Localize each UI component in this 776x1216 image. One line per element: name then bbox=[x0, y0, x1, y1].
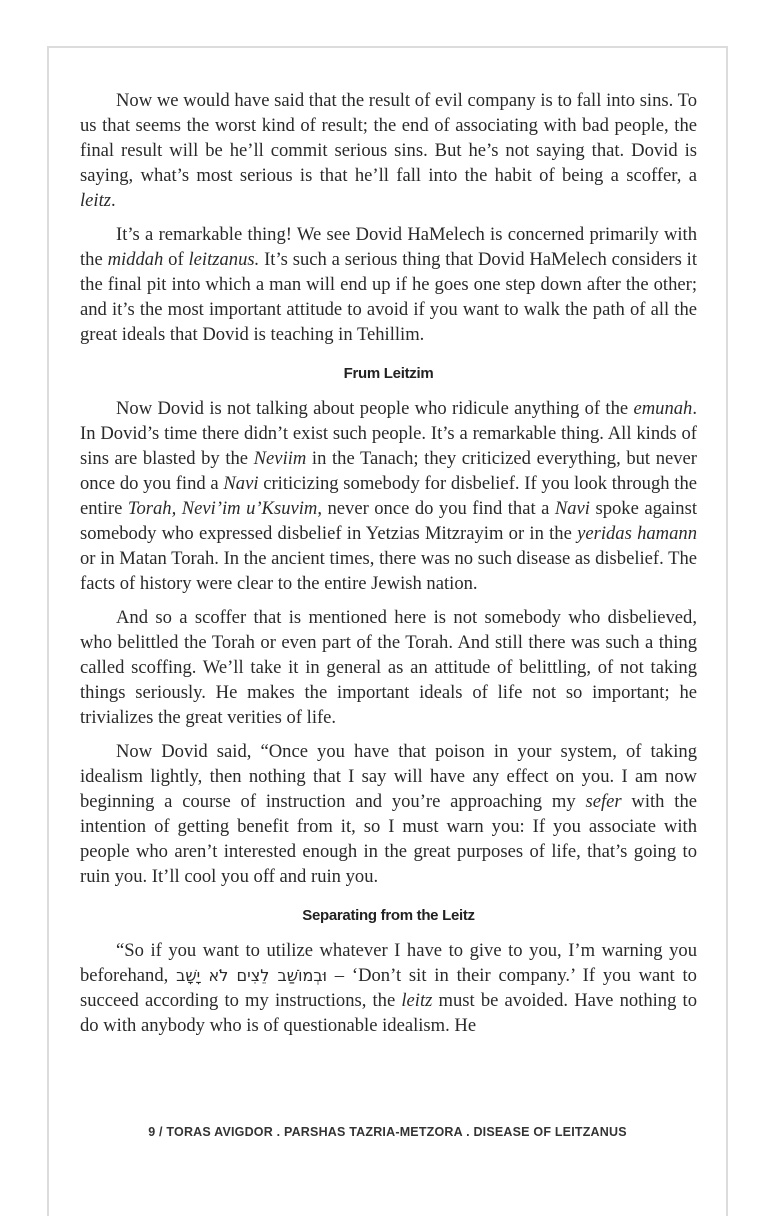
paragraph bbox=[80, 396, 697, 596]
text-run: Now Dovid is not talking about people who ridicule anything of the bbox=[116, 398, 634, 419]
text-run: “So if you want to utilize whatever I have to give to you, I’m warning you beforehand, bbox=[80, 940, 697, 986]
italic-term: Torah, Nevi’im u’Ksuvim bbox=[127, 498, 318, 519]
italic-term: middah bbox=[107, 249, 164, 270]
text-run: Now Dovid said, “Once you have that poison in your system, of taking idealism lightly, then nothing that I say will have any effect on you. I am now beginning a course of instruction and you’re approaching my bbox=[80, 741, 697, 812]
paragraph bbox=[80, 605, 697, 730]
text-run: with the intention of getting benefit from it, so I must warn you: If you associate with people who aren’t interested enough in the great purposes of life, that’s going to ruin you. It’ll cool you off and ruin you. bbox=[80, 791, 697, 887]
italic-term: yeridas hamann bbox=[577, 523, 697, 544]
text-run: or in Matan Torah. In the ancient times, there was no such disease as disbelief. The facts of history were clear to the entire Jewish nation. bbox=[80, 548, 697, 594]
italic-term: leitzanus. bbox=[188, 249, 260, 270]
document-body bbox=[80, 88, 697, 1047]
text-run: It’s such a serious thing that Dovid HaMelech considers it the final pit into which a man will end up if he goes one step down after the other; and it’s the most important attitude to avoid if you want to walk the path of all the great ideals that Dovid is teaching in Tehillim. bbox=[80, 249, 697, 345]
text-run: in the Tanach; they criticized everything, but never once do you find a bbox=[80, 448, 697, 494]
text-run: . bbox=[111, 190, 116, 211]
text-run: . In Dovid’s time there didn’t exist such people. It’s a remarkable thing. All kinds of sins are blasted by the bbox=[80, 398, 697, 469]
italic-term: sefer bbox=[585, 791, 622, 812]
text-run: criticizing somebody for disbelief. If you look through the entire bbox=[80, 473, 698, 519]
text-run: Frum Leitzim bbox=[343, 365, 434, 382]
text-run: must be avoided. Have nothing to do with anybody who is of questionable idealism. He bbox=[80, 990, 698, 1036]
text-run: – ‘Don’t sit in their company.’ If you want to succeed according to my instructions, the bbox=[80, 965, 697, 1011]
text-run: of bbox=[163, 249, 189, 270]
page-footer: 9 / TORAS AVIGDOR . PARSHAS TAZRIA-METZORA . DISEASE OF LEITZANUS bbox=[148, 1125, 627, 1139]
paragraph bbox=[80, 938, 697, 1038]
italic-term: Neviim bbox=[253, 448, 307, 469]
text-run: Separating from the Leitz bbox=[302, 907, 475, 924]
text-run: Now we would have said that the result of evil company is to fall into sins. To us that seems the worst kind of result; the end of associating with bad people, the final result will be he’ll commit serious sins. But he’s not saying that. Dovid is saying, what’s most serious is that he’ll fall into the habit of being a scoffer, a bbox=[80, 90, 697, 186]
text-run: And so a scoffer that is mentioned here is not somebody who disbelieved, who belittled the Torah or even part of the Torah. And still there was such a thing called scoffing. We’ll take it in general as an attitude of belittling, of not taking things seriously. He makes the important ideals of life not so important; he trivializes the great verities of life. bbox=[80, 607, 697, 728]
paragraph bbox=[80, 222, 697, 347]
italic-term: leitz bbox=[80, 190, 111, 211]
italic-term: Navi bbox=[223, 473, 259, 494]
section-heading bbox=[80, 363, 697, 385]
section-heading bbox=[80, 905, 697, 927]
italic-term: leitz bbox=[401, 990, 433, 1011]
hebrew-quote: וּבְמוֹשַׁב לֵצִים לֹא יָשָׁב bbox=[176, 966, 327, 985]
italic-term: emunah bbox=[633, 398, 693, 419]
text-run: It’s a remarkable thing! We see Dovid HaMelech is concerned primarily with the bbox=[80, 224, 697, 270]
paragraph bbox=[80, 88, 697, 213]
text-run: , never once do you find that a bbox=[317, 498, 555, 519]
paragraph bbox=[80, 739, 697, 889]
italic-term: Navi bbox=[554, 498, 590, 519]
text-run: spoke against somebody who expressed disbelief in Yetzias Mitzrayim or in the bbox=[80, 498, 698, 544]
